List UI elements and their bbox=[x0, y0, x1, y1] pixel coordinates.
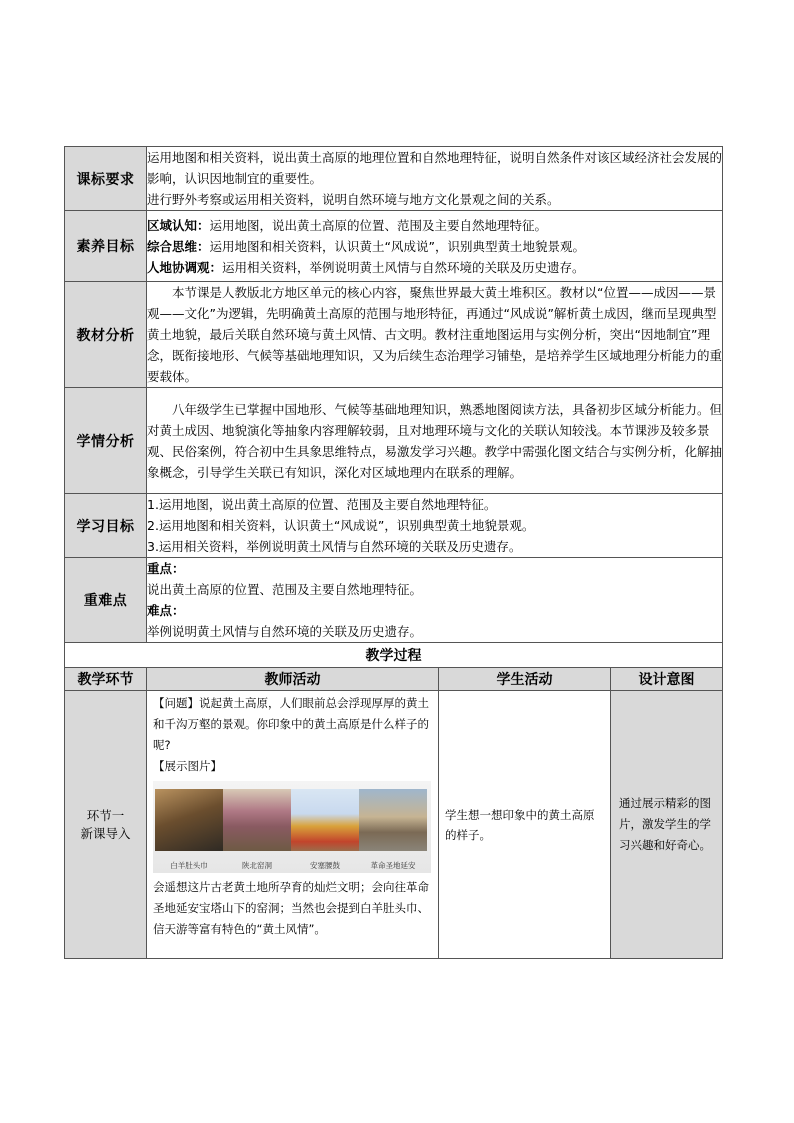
row-learning-goals bbox=[65, 494, 723, 558]
teacher-after-text: 会遥想这片古老黄土地所孕育的灿烂文明；会向往革命圣地延安宝塔山下的窑洞；当然也会提到白羊肚头巾、信天游等富有特色的“黄土风情”。 bbox=[153, 880, 429, 936]
photo-cave-dwelling bbox=[223, 789, 291, 851]
content-student-analysis bbox=[147, 388, 723, 494]
caption-yanan: 革命圣地延安 bbox=[370, 861, 416, 870]
row-process-headers bbox=[65, 668, 723, 691]
label-student-analysis: 学情分析 bbox=[65, 388, 147, 494]
content-literacy bbox=[147, 211, 723, 282]
header-intent: 设计意图 bbox=[611, 668, 723, 691]
row-student-analysis bbox=[65, 388, 723, 494]
curriculum-line-2: 进行野外考察或运用相关资料，说明自然环境与地方文化景观之间的关系。 bbox=[147, 192, 560, 207]
caption-ansai-drum: 安塞腰鼓 bbox=[310, 861, 340, 870]
content-key-difficult bbox=[147, 558, 723, 643]
label-literacy: 素养目标 bbox=[65, 211, 147, 282]
learning-goal-2: 2.运用地图和相关资料，认识黄土“风成说”，识别典型黄土地貌景观。 bbox=[147, 518, 535, 533]
key-point-text: 说出黄土高原的位置、范围及主要自然地理特征。 bbox=[147, 582, 423, 597]
photo-white-towel bbox=[155, 789, 223, 851]
row-textbook-analysis bbox=[65, 282, 723, 388]
key-point-label: 重点： bbox=[147, 561, 185, 576]
header-stage: 教学环节 bbox=[65, 668, 147, 691]
literacy-item-1 bbox=[147, 215, 722, 236]
content-learning-goals bbox=[147, 494, 723, 558]
literacy-term-1: 区域认知： bbox=[147, 217, 210, 233]
student-activity: 学生想一想印象中的黄土高原的样子。 bbox=[439, 691, 611, 959]
literacy-text-3: 运用相关资料，举例说明黄土风情与自然环境的关联及历史遗存。 bbox=[222, 259, 585, 275]
literacy-text-1: 运用地图，说出黄土高原的位置、范围及主要自然地理特征。 bbox=[209, 217, 548, 233]
row-literacy-goals bbox=[65, 211, 723, 282]
difficult-point-text: 举例说明黄土风情与自然环境的关联及历史遗存。 bbox=[147, 624, 423, 639]
literacy-term-3: 人地协调观： bbox=[147, 259, 223, 275]
difficult-point-label: 难点： bbox=[147, 603, 185, 618]
content-textbook bbox=[147, 282, 723, 388]
row-stage-intro bbox=[65, 691, 723, 959]
row-key-difficult bbox=[65, 558, 723, 643]
caption-white-towel: 白羊肚头巾 bbox=[170, 861, 208, 870]
lesson-plan-table bbox=[64, 146, 723, 959]
literacy-item-2 bbox=[147, 236, 722, 257]
literacy-term-2: 综合思维： bbox=[147, 238, 210, 254]
process-title: 教学过程 bbox=[65, 643, 723, 668]
stage-label-line-1: 环节一 bbox=[86, 807, 125, 823]
label-learning-goals: 学习目标 bbox=[65, 494, 147, 558]
row-process-title bbox=[65, 643, 723, 668]
label-key-difficult: 重难点 bbox=[65, 558, 147, 643]
stage-label-line-2: 新课导入 bbox=[80, 825, 131, 841]
teacher-show-images: 【展示图片】 bbox=[153, 759, 222, 773]
label-textbook: 教材分析 bbox=[65, 282, 147, 388]
learning-goal-3: 3.运用相关资料，举例说明黄土风情与自然环境的关联及历史遗存。 bbox=[147, 539, 522, 554]
row-curriculum-requirements bbox=[65, 147, 723, 211]
literacy-item-3 bbox=[147, 257, 722, 278]
design-intent: 通过展示精彩的图片，激发学生的学习兴趣和好奇心。 bbox=[611, 691, 723, 959]
header-teacher: 教师活动 bbox=[147, 668, 439, 691]
literacy-text-2: 运用地图和相关资料，认识黄土“风成说”，识别典型黄土地貌景观。 bbox=[209, 238, 585, 254]
header-student: 学生活动 bbox=[439, 668, 611, 691]
content-curriculum bbox=[147, 147, 723, 211]
curriculum-line-1: 运用地图和相关资料，说出黄土高原的地理位置和自然地理特征，说明自然条件对该区域经济社会发展的影响，认识因地制宜的重要性。 bbox=[147, 150, 723, 186]
student-analysis-paragraph: 八年级学生已掌握中国地形、气候等基础地理知识，熟悉地图阅读方法，具备初步区域分析能力。但对黄土成因、地貌演化等抽象内容理解较弱，且对地理环境与文化的关联认知较浅。本节课涉及较多景观、民俗案例，符合初中生具象思维特点，易激发学习兴趣。教学中需强化图文结合与实例分析，化解抽象概念，引导学生关联已有知识，深化对区域地理内在联系的理解。 bbox=[147, 401, 723, 480]
photo-yanan bbox=[359, 789, 427, 851]
stage-label bbox=[65, 691, 147, 959]
textbook-paragraph: 本节课是人教版北方地区单元的核心内容，聚焦世界最大黄土堆积区。教材以“位置——成因——景观——文化”为逻辑，先明确黄土高原的范围与地形特征，再通过“风成说”解析黄土成因，继而呈现典型黄土地貌，最后关联自然环境与黄土风情、古文明。教材注重地图运用与实例分析，突出“因地制宜”理念，既衔接地形、气候等基础地理知识，又为后续生态治理学习铺垫，是培养学生区域地理分析能力的重要载体。 bbox=[147, 285, 723, 384]
photo-ansai-drum bbox=[291, 789, 359, 851]
teacher-question: 【问题】说起黄土高原，人们眼前总会浮现厚厚的黄土和千沟万壑的景观。你印象中的黄土高原是什么样子的呢? bbox=[153, 696, 429, 752]
label-curriculum: 课标要求 bbox=[65, 147, 147, 211]
teacher-activity bbox=[147, 691, 439, 959]
caption-cave-dwelling: 陕北窑洞 bbox=[242, 861, 272, 870]
learning-goal-1: 1.运用地图，说出黄土高原的位置、范围及主要自然地理特征。 bbox=[147, 497, 497, 512]
photo-strip bbox=[153, 781, 431, 873]
